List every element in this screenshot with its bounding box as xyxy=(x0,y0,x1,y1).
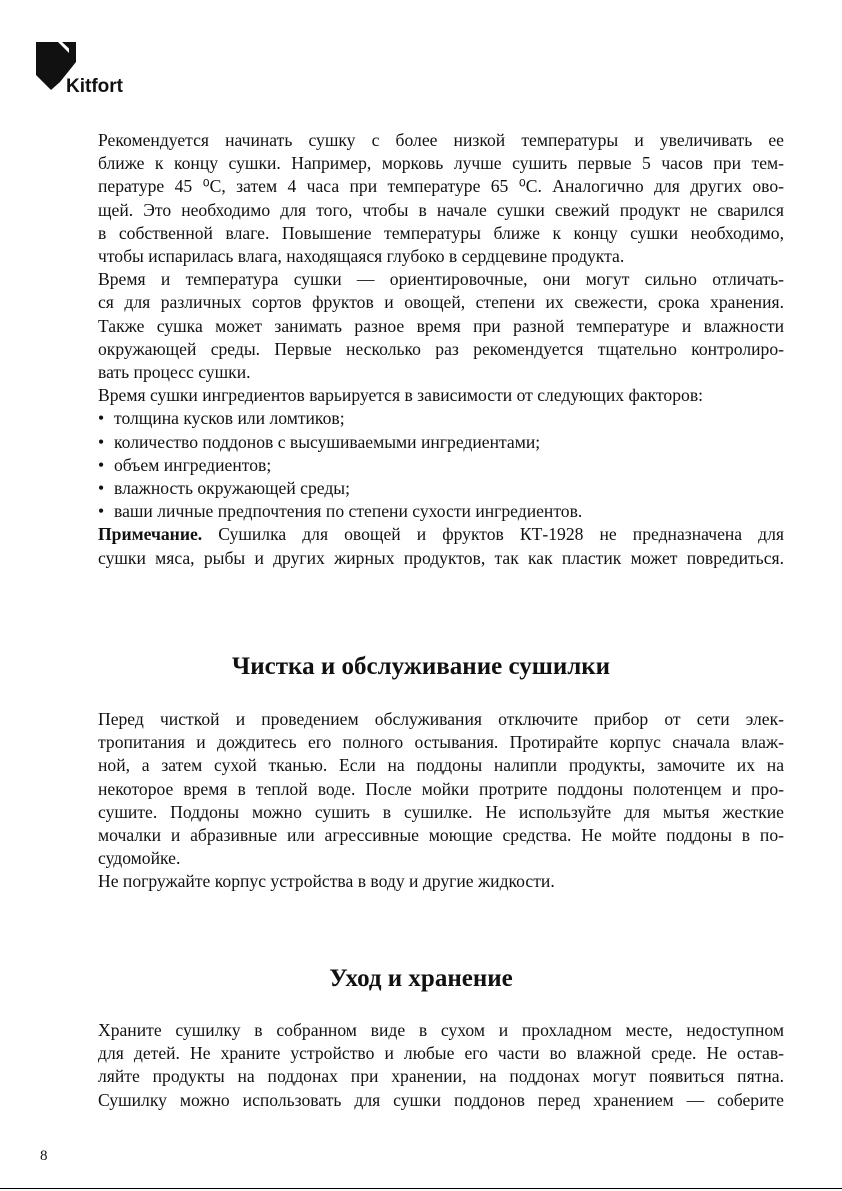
bottom-rule xyxy=(0,1188,842,1189)
text-line: Храните сушилку в собранном виде в сухом и прохладном месте, недоступном xyxy=(98,1020,784,1040)
text-line: сушите. Поддоны можно сушить в сушилке. Не используйте для мытья жесткие xyxy=(98,801,784,822)
text-line: для детей. Не храните устройство и любые его части во влажной среде. Не остав- xyxy=(98,1043,784,1064)
factors-list xyxy=(68,407,784,523)
drying-paragraph-1 xyxy=(68,129,784,268)
text-line: ной, а затем сухой тканью. Если на поддоны налипли продукты, замочите их на xyxy=(98,755,784,776)
text-line: ся для различных сортов фруктов и овощей, степени их свежести, срока хранения. xyxy=(98,292,784,313)
page-number: 8 xyxy=(40,1148,48,1164)
brand-name: Kitfort xyxy=(66,76,123,97)
text-line: тропитания и дождитесь его полного остывания. Протирайте корпус сначала влаж- xyxy=(98,732,784,753)
list-item: • толщина кусков или ломтиков; xyxy=(98,408,345,429)
text-line: сушки мяса, рыбы и других жирных продуктов, так как пластик может повредиться. xyxy=(98,547,784,568)
note-label: Примечание. xyxy=(98,524,203,545)
note-paragraph xyxy=(68,523,784,569)
cleaning-section xyxy=(68,708,784,894)
drying-section xyxy=(68,129,784,570)
text-line: вать процесс сушки. xyxy=(98,362,251,383)
list-item: • влажность окружающей среды; xyxy=(98,478,350,499)
text-line: в собственной влаге. Повышение температуры ближе к концу сушки необходимо, xyxy=(98,222,784,243)
text-line: пературе 45 ⁰С, затем 4 часа при температуре 65 ⁰С. Аналогично для других ово- xyxy=(98,176,784,197)
text-line: некоторое время в теплой воде. После мойки протрите поддоны полотенцем и про- xyxy=(98,778,784,799)
text-line: щей. Это необходимо для того, чтобы в начале сушки свежий продукт не сварился xyxy=(98,199,784,220)
text-line: ляйте продукты на поддонах при хранении, на поддонах могут появиться пятна. xyxy=(98,1066,784,1087)
text-line: Время и температура сушки — ориентировочные, они могут сильно отличать- xyxy=(98,269,784,290)
text-line: Сушилку можно использовать для сушки поддонов перед хранением — соберите xyxy=(98,1089,784,1110)
text-line: Не погружайте корпус устройства в воду и другие жидкости. xyxy=(98,871,555,892)
text-line: судомойке. xyxy=(98,848,181,869)
text-line: окружающей среды. Первые несколько раз рекомендуется тщательно контролиро- xyxy=(98,338,784,359)
list-item: • ваши личные предпочтения по степени сухости ингредиентов. xyxy=(98,501,583,522)
drying-paragraph-3 xyxy=(68,384,784,407)
list-item: • количество поддонов с высушиваемыми ингредиентами; xyxy=(98,431,541,452)
storage-section xyxy=(68,1019,784,1112)
text-line: Время сушки ингредиентов варьируется в зависимости от следующих факторов: xyxy=(98,385,704,406)
cleaning-paragraph-2 xyxy=(68,870,784,893)
kitfort-logo xyxy=(36,42,146,98)
drying-paragraph-2 xyxy=(68,268,784,384)
text-line: чтобы испарилась влага, находящаяся глубоко в сердцевине продукта. xyxy=(98,246,625,267)
storage-title: Уход и хранение xyxy=(329,965,513,992)
text-line: Перед чисткой и проведением обслуживания отключите прибор от сети элек- xyxy=(98,709,784,729)
text-line: Также сушка может занимать разное время при разной температуре и влажности xyxy=(98,315,784,336)
cleaning-paragraph-1 xyxy=(68,708,784,870)
storage-paragraph-1 xyxy=(68,1019,784,1112)
list-item: • объем ингредиентов; xyxy=(98,454,272,475)
cleaning-title: Чистка и обслуживание сушилки xyxy=(231,653,611,680)
text-line: Рекомендуется начинать сушку с более низкой температуры и увеличивать ее xyxy=(98,130,784,150)
note-text: Сушилка для овощей и фруктов КТ-1928 не предназначена для xyxy=(202,524,784,545)
text-line: ближе к концу сушки. Например, морковь лучше сушить первые 5 часов при тем- xyxy=(98,153,784,174)
text-line: мочалки и абразивные или агрессивные моющие средства. Не мойте поддоны в по- xyxy=(98,825,784,846)
